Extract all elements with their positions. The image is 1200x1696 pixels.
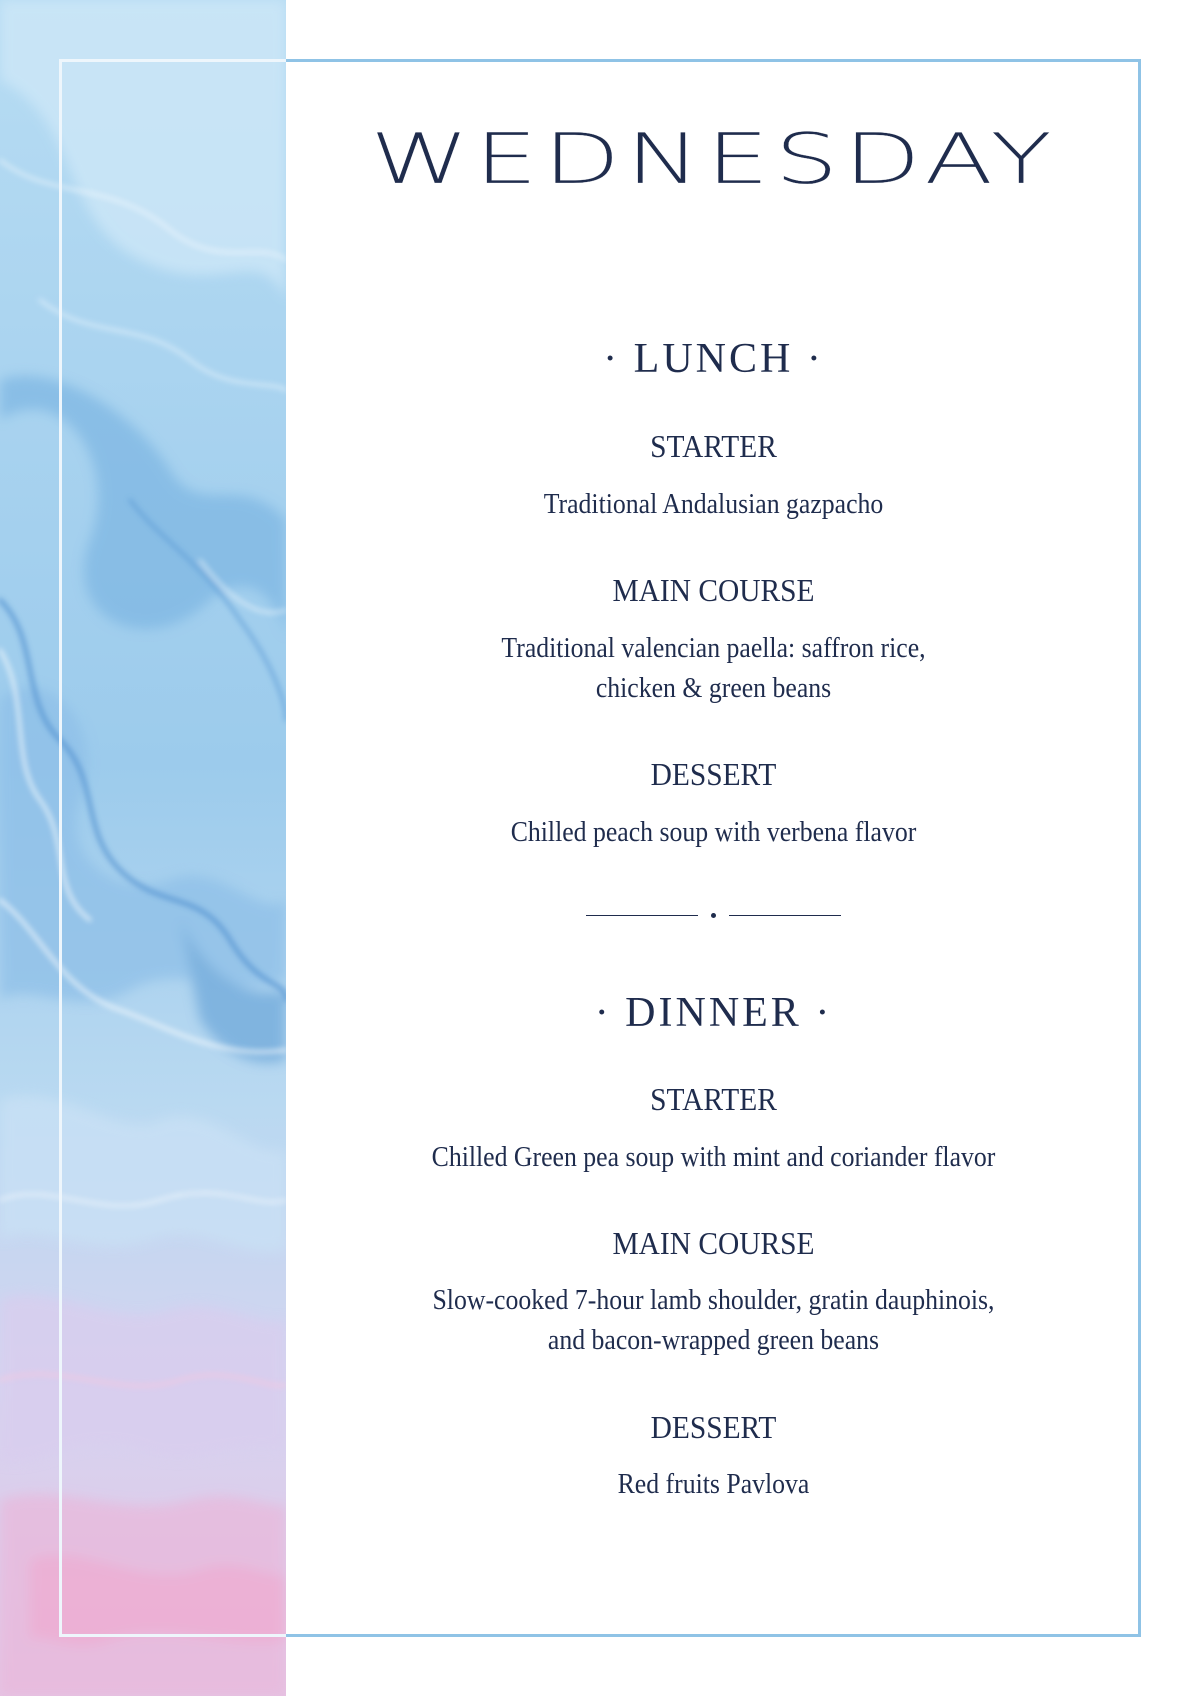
lunch-starter-dish: Traditional Andalusian gazpacho — [543, 489, 884, 520]
lunch-main-dish-line-2: chicken & green beans — [595, 673, 832, 704]
marble-background-panel — [0, 0, 286, 1696]
dinner-main-dish-line-2: and bacon-wrapped green beans — [547, 1325, 880, 1356]
dinner-starter-dish: Chilled Green pea soup with mint and coriander flavor — [431, 1142, 996, 1173]
lunch-starter-label: STARTER — [650, 428, 777, 464]
divider-dot — [711, 913, 716, 918]
marble-texture-image — [0, 0, 286, 1696]
divider-line-right — [729, 915, 841, 916]
dinner-starter-label: STARTER — [650, 1081, 777, 1117]
lunch-heading: · LUNCH · — [603, 336, 824, 382]
dinner-dessert-dish: Red fruits Pavlova — [617, 1469, 810, 1500]
lunch-main-dish-line-1: Traditional valencian paella: saffron rice, — [501, 633, 926, 664]
lunch-main-label: MAIN COURSE — [612, 572, 815, 608]
lunch-main-dish — [320, 629, 1107, 709]
menu-content — [286, 0, 1141, 1696]
dinner-heading: · DINNER · — [594, 990, 833, 1036]
lunch-dessert-label: DESSERT — [650, 756, 777, 792]
dinner-main-dish — [320, 1281, 1107, 1361]
day-title: WEDNESDAY — [369, 117, 1058, 200]
dinner-dessert-label: DESSERT — [650, 1409, 777, 1445]
lunch-dessert-dish: Chilled peach soup with verbena flavor — [510, 817, 917, 848]
dinner-main-dish-line-1: Slow-cooked 7-hour lamb shoulder, gratin dauphinois, — [432, 1285, 995, 1316]
section-divider — [586, 913, 841, 919]
divider-line-left — [586, 915, 698, 916]
dinner-main-label: MAIN COURSE — [612, 1225, 815, 1261]
